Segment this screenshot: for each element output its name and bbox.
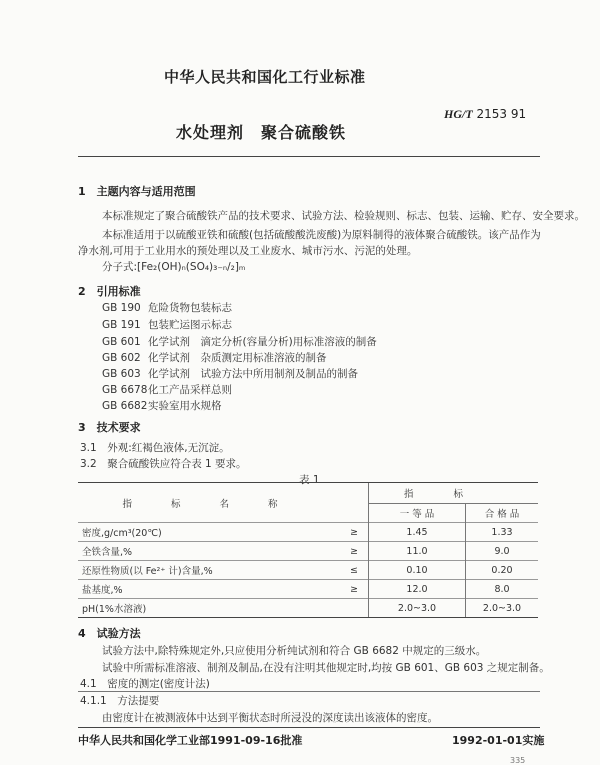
- section-1-para-2b: 净水剂,可用于工业用水的预处理以及工业废水、城市污水、污泥的处理。: [78, 245, 418, 257]
- row-qualified-value: 9.0: [466, 542, 539, 561]
- reference-code: GB 603: [102, 368, 141, 380]
- row-qualified-value: 1.33: [466, 523, 539, 542]
- reference-code: GB 190: [102, 302, 141, 314]
- section-2-heading: 2 引用标准: [78, 285, 141, 298]
- clause-3-2: 3.2 聚合硫酸铁应符合表 1 要求。: [80, 458, 247, 470]
- section-4-heading: 4 试验方法: [78, 627, 141, 640]
- table-row: [78, 523, 538, 542]
- section-4-para-1: 试验方法中,除特殊规定外,只应使用分析纯试剂和符合 GB 6682 中规定的三级水。: [102, 645, 487, 657]
- page-number: 335: [510, 756, 526, 765]
- table-row: [78, 561, 538, 580]
- table-row: [78, 599, 538, 618]
- section-1-heading: 1 主题内容与适用范围: [78, 185, 196, 198]
- clause-3-1: 3.1 外观:红褐色液体,无沉淀。: [80, 442, 230, 454]
- row-operator: ≥: [340, 580, 369, 599]
- reference-title: 化学试剂 试验方法中所用制剂及制品的制备: [148, 368, 358, 380]
- row-operator: [340, 599, 369, 618]
- column-header-operator: [340, 483, 369, 523]
- clause-divider: [78, 691, 540, 692]
- reference-title: 包装贮运图示标志: [148, 319, 232, 331]
- table-row: [78, 580, 538, 599]
- clause-4-1-1: 4.1.1 方法提要: [80, 695, 160, 707]
- row-qualified-value: 8.0: [466, 580, 539, 599]
- row-first-grade-value: 0.10: [369, 561, 466, 580]
- implementation-date: 1992-01-01实施: [452, 734, 545, 747]
- footer-divider: [78, 727, 540, 728]
- row-name: 全铁含量,%: [78, 542, 340, 561]
- document-title: 水处理剂 聚合硫酸铁: [176, 123, 347, 142]
- section-3-heading: 3 技术要求: [78, 421, 141, 434]
- row-name: pH(1%水溶液): [78, 599, 340, 618]
- reference-title: 实验室用水规格: [148, 400, 222, 412]
- reference-title: 化学试剂 杂质测定用标准溶液的制备: [148, 352, 327, 364]
- row-operator: ≥: [340, 523, 369, 542]
- table-row: [78, 542, 538, 561]
- column-header-indicator-name: 指 标 名 称: [78, 483, 340, 523]
- molecular-formula: 分子式:[Fe₂(OH)ₙ(SO₄)₃₋ₙ/₂]ₘ: [102, 261, 246, 273]
- column-header-first-grade: 一 等 品: [369, 504, 466, 523]
- reference-title: 危险货物包装标志: [148, 302, 232, 314]
- reference-item: [102, 382, 232, 397]
- row-operator: ≤: [340, 561, 369, 580]
- table-header-row: [78, 483, 538, 504]
- section-1-para-1: 本标准规定了聚合硫酸铁产品的技术要求、试验方法、检验规则、标志、包装、运输、贮存、安全要求。: [102, 210, 585, 222]
- row-first-grade-value: 1.45: [369, 523, 466, 542]
- section-4-para-3: 由密度计在被测液体中达到平衡状态时所浸没的深度读出该液体的密度。: [102, 712, 438, 724]
- table-caption: 表 1: [299, 474, 320, 486]
- section-4-para-2: 试验中所需标准溶液、制剂及制品,在没有注明其他规定时,均按 GB 601、GB 603 之规定制备。: [102, 662, 550, 674]
- reference-item: [102, 317, 232, 332]
- reference-code: GB 601: [102, 336, 141, 348]
- title-divider: [78, 156, 540, 157]
- standard-number: [444, 107, 526, 122]
- column-header-qualified-grade: 合 格 品: [466, 504, 539, 523]
- reference-code: GB 6682: [102, 400, 148, 412]
- reference-code: GB 602: [102, 352, 141, 364]
- row-operator: ≥: [340, 542, 369, 561]
- standard-prefix: HG/T: [444, 107, 473, 121]
- row-qualified-value: 2.0~3.0: [466, 599, 539, 618]
- standard-code: 2153 91: [476, 107, 527, 121]
- row-name: 密度,g/cm³(20℃): [78, 523, 340, 542]
- issuing-authority: 中华人民共和国化工行业标准: [164, 68, 366, 86]
- row-name: 盐基度,%: [78, 580, 340, 599]
- row-first-grade-value: 2.0~3.0: [369, 599, 466, 618]
- column-header-indicator: 指标: [369, 483, 539, 504]
- reference-code: GB 6678: [102, 384, 148, 396]
- row-qualified-value: 0.20: [466, 561, 539, 580]
- reference-item: [102, 398, 222, 413]
- reference-item: [102, 300, 232, 315]
- reference-title: 化学试剂 滴定分析(容量分析)用标准溶液的制备: [148, 336, 377, 348]
- approval-line: 中华人民共和国化学工业部1991-09-16批准: [78, 734, 303, 747]
- reference-item: [102, 334, 377, 349]
- section-1-para-2a: 本标准适用于以硫酸亚铁和硫酸(包括硫酸酸洗废酸)为原料制得的液体聚合硫酸铁。该产品作为: [102, 229, 541, 241]
- clause-4-1: 4.1 密度的测定(密度计法): [80, 678, 210, 690]
- specification-table: [78, 482, 538, 618]
- row-first-grade-value: 12.0: [369, 580, 466, 599]
- reference-code: GB 191: [102, 319, 141, 331]
- reference-item: [102, 350, 327, 365]
- row-first-grade-value: 11.0: [369, 542, 466, 561]
- reference-item: [102, 366, 358, 381]
- reference-title: 化工产品采样总则: [148, 384, 232, 396]
- row-name: 还原性物质(以 Fe²⁺ 计)含量,%: [78, 561, 340, 580]
